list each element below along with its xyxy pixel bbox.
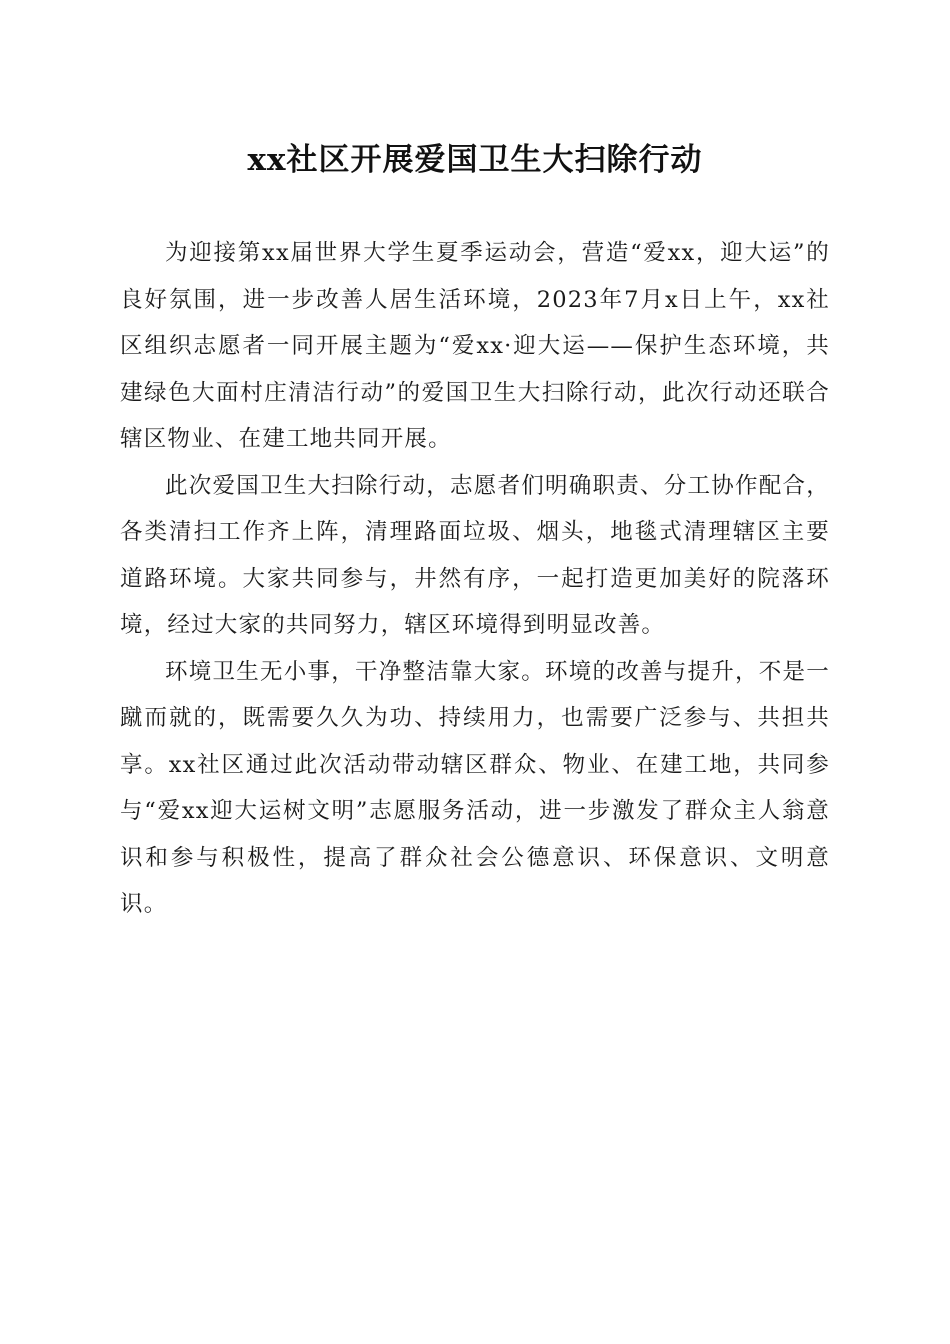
document-title: xx社区开展爱国卫生大扫除行动 xyxy=(247,142,703,178)
document-body xyxy=(120,230,830,928)
paragraph-3: 环境卫生无小事，干净整洁靠大家。环境的改善与提升，不是一蹴而就的，既需要久久为功、持续用力，也需要广泛参与、共担共享。xx社区通过此次活动带动辖区群众、物业、在建工地，共同参与“爱xx迎大运树文明”志愿服务活动，进一步激发了群众主人翁意识和参与积极性，提高了群众社会公德意识、环保意识、文明意识。 xyxy=(120,658,830,917)
paragraph-2: 此次爱国卫生大扫除行动，志愿者们明确职责、分工协作配合，各类清扫工作齐上阵，清理路面垃圾、烟头，地毯式清理辖区主要道路环境。大家共同参与，井然有序，一起打造更加美好的院落环境，经过大家的共同努力，辖区环境得到明显改善。 xyxy=(120,472,830,638)
paragraph-1: 为迎接第xx届世界大学生夏季运动会，营造“爱xx，迎大运”的良好氛围，进一步改善人居生活环境，2023年7月x日上午，xx社区组织志愿者一同开展主题为“爱xx·迎大运——保护生态环境，共建绿色大面村庄清洁行动”的爱国卫生大扫除行动，此次行动还联合辖区物业、在建工地共同开展。 xyxy=(120,240,830,452)
